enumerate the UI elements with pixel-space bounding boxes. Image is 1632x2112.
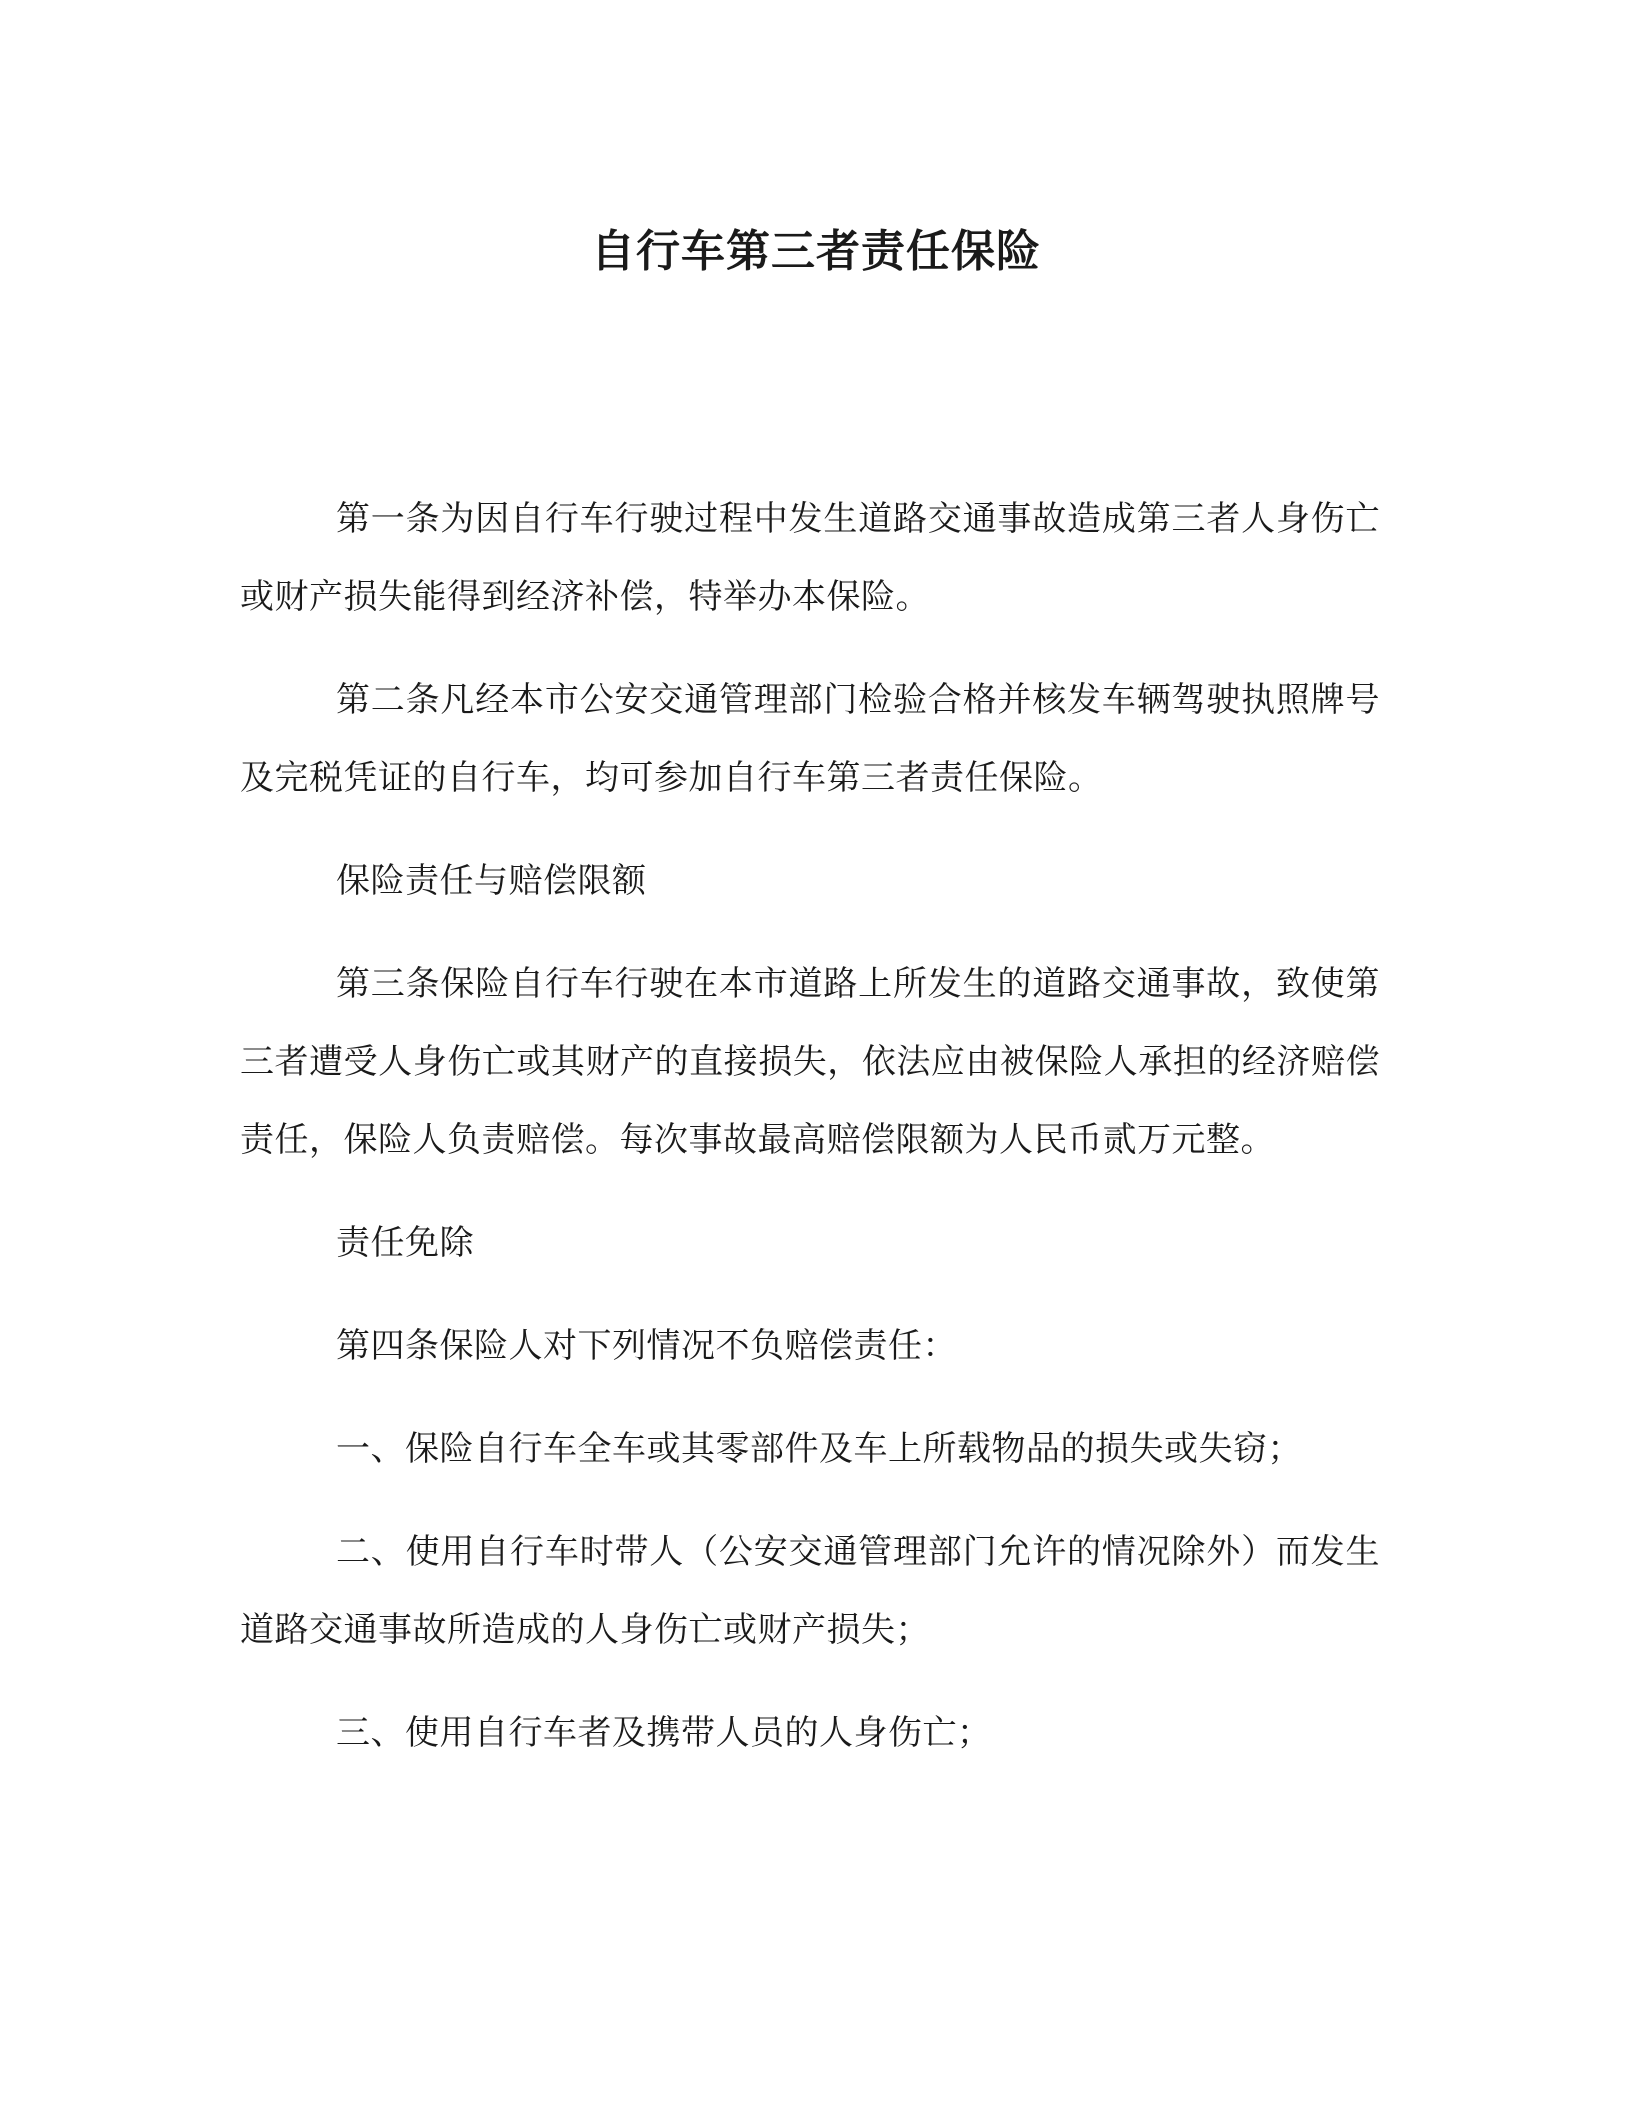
- exclusion-item-2: 二、使用自行车时带人（公安交通管理部门允许的情况除外）而发生道路交通事故所造成的人身伤亡或财产损失；: [240, 1532, 1380, 1650]
- exclusion-item-3: 三、使用自行车者及携带人员的人身伤亡；: [336, 1713, 992, 1753]
- article-3-paragraph: 第三条保险自行车行驶在本市道路上所发生的道路交通事故，致使第三者遭受人身伤亡或其财产的直接损失，依法应由被保险人承担的经济赔偿责任，保险人负责赔偿。每次事故最高赔偿限额为人民币贰万元整。: [240, 964, 1380, 1160]
- article-2-paragraph: 第二条凡经本市公安交通管理部门检验合格并核发车辆驾驶执照牌号及完税凭证的自行车，均可参加自行车第三者责任保险。: [240, 680, 1380, 798]
- article-1-paragraph: 第一条为因自行车行驶过程中发生道路交通事故造成第三者人身伤亡或财产损失能得到经济补偿，特举办本保险。: [240, 499, 1380, 617]
- document-title: 自行车第三者责任保险: [591, 226, 1041, 277]
- article-4-paragraph: 第四条保险人对下列情况不负赔偿责任：: [336, 1326, 957, 1366]
- section-heading-exclusions: 责任免除: [336, 1223, 474, 1263]
- document-body: [240, 480, 1380, 1797]
- exclusion-item-1: 一、保险自行车全车或其零部件及车上所载物品的损失或失窃；: [336, 1429, 1302, 1469]
- section-heading-liability: 保险责任与赔偿限额: [336, 861, 647, 901]
